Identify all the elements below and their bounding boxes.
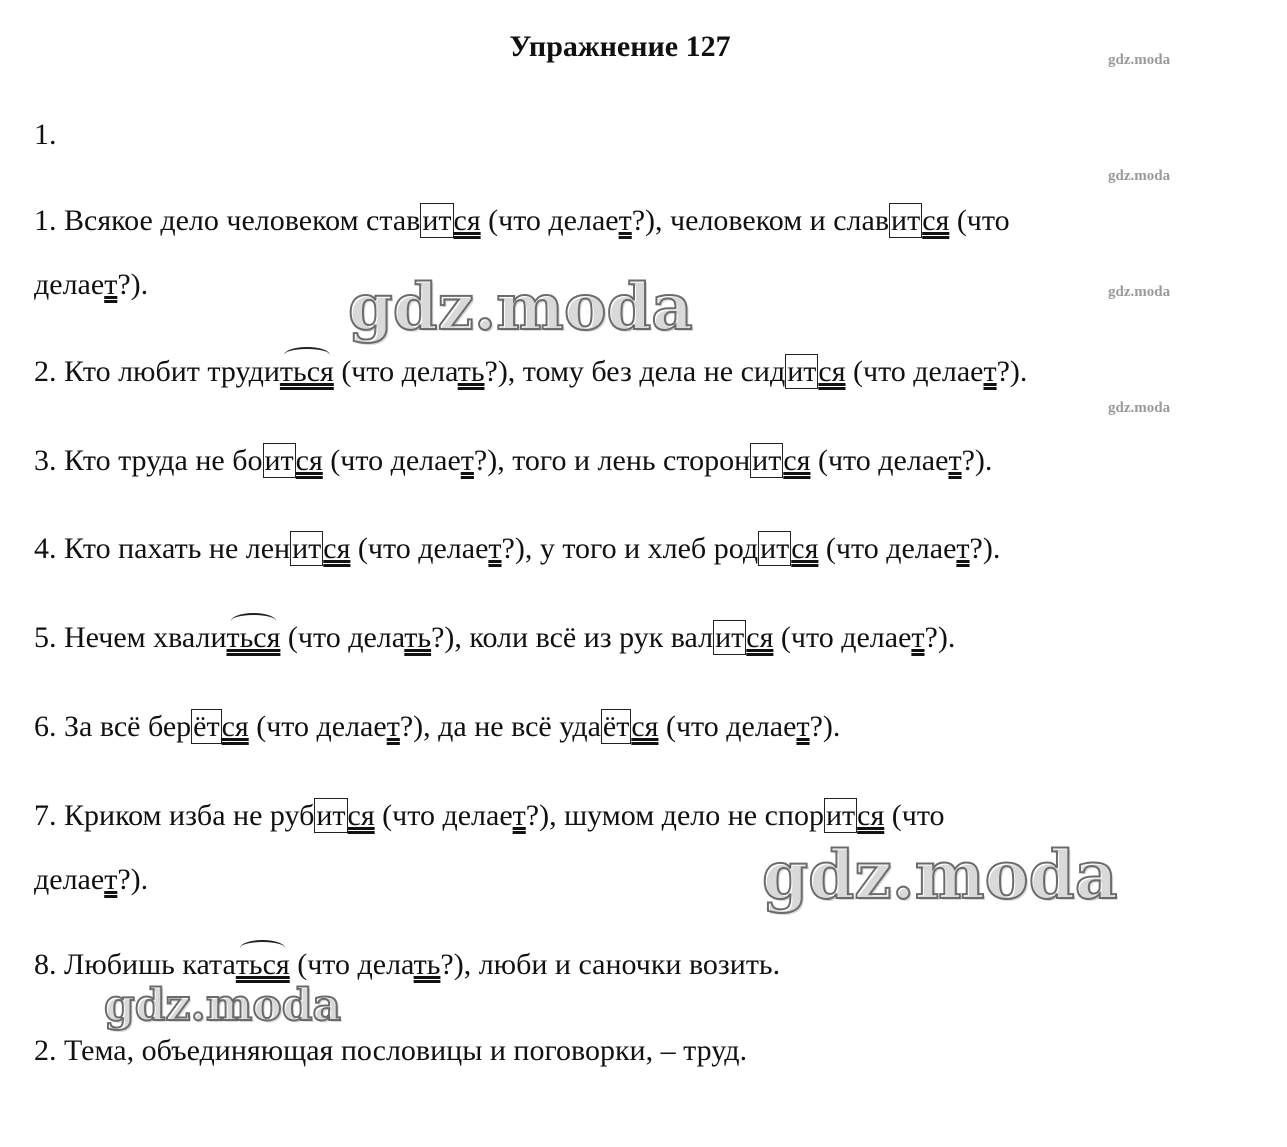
ending-underlined: т xyxy=(983,355,997,388)
text: (что делае xyxy=(374,799,513,832)
text: 6. За всё бер xyxy=(34,710,192,743)
ending-box: ит xyxy=(752,444,782,477)
text: делае xyxy=(34,863,105,896)
text: ?), того и лень сторон xyxy=(473,444,751,477)
ending-underlined: т xyxy=(104,268,118,301)
ending-box: ит xyxy=(891,204,921,237)
text: ?). xyxy=(809,710,841,743)
text: 1. Всякое дело человеком став xyxy=(34,204,421,237)
text: 2. Кто любит труди xyxy=(34,355,280,388)
ending-underlined: т xyxy=(618,204,632,237)
text: (что делае xyxy=(818,532,957,565)
text: ?). xyxy=(924,621,956,654)
ending-underlined: т xyxy=(796,710,810,743)
watermark-small: gdz.moda xyxy=(1108,284,1171,300)
text: ?), человеком и слав xyxy=(631,204,890,237)
text: (что xyxy=(884,799,945,832)
arc-suffix: ться xyxy=(226,621,281,654)
ending-underlined: т xyxy=(386,710,400,743)
ending-underlined: т xyxy=(488,532,502,565)
ending-box: ит xyxy=(760,532,790,565)
suffix-underlined: ся xyxy=(221,710,249,743)
sentence-1 xyxy=(34,202,1010,240)
text: 7. Криком изба не руб xyxy=(34,799,315,832)
text: (что дела xyxy=(289,948,414,981)
suffix-underlined: ся xyxy=(453,204,481,237)
watermark-large: gdz.moda xyxy=(762,836,1118,914)
suffix-underlined: ся xyxy=(347,799,375,832)
text: (что делае xyxy=(248,710,387,743)
watermark-small: gdz.moda xyxy=(1108,400,1171,416)
part1-label: 1. xyxy=(34,118,57,151)
text: 3. Кто труда не бо xyxy=(34,444,263,477)
text: ?), шумом дело не спор xyxy=(525,799,824,832)
text: ?), да не всё уда xyxy=(399,710,601,743)
text: ?), люби и саночки возить. xyxy=(440,948,781,981)
sentence-6 xyxy=(34,708,840,746)
ending-box: ит xyxy=(787,355,817,388)
exercise-title: Упражнение 127 xyxy=(509,30,731,63)
text: ?). xyxy=(961,444,993,477)
watermark-large: gdz.moda xyxy=(104,980,342,1031)
ending-underlined: т xyxy=(911,621,925,654)
watermark-small: gdz.moda xyxy=(1108,52,1171,68)
ending-underlined: т xyxy=(512,799,526,832)
ending-box: ит xyxy=(292,532,322,565)
arc-suffix: ться xyxy=(279,355,334,388)
text: (что делае xyxy=(773,621,912,654)
sentence-8 xyxy=(34,946,780,984)
ending-underlined: т xyxy=(460,444,474,477)
ending-underlined: т xyxy=(948,444,962,477)
ending-box: ит xyxy=(422,204,452,237)
text: делае xyxy=(34,268,105,301)
ending-underlined: ть xyxy=(457,355,485,388)
suffix-underlined: ся xyxy=(818,355,846,388)
text: ?). xyxy=(117,268,149,301)
suffix-underlined: ся xyxy=(323,532,351,565)
ending-box: ит xyxy=(264,444,294,477)
watermark-large: gdz.moda xyxy=(348,270,693,345)
text: (что дела xyxy=(333,355,458,388)
text: ?). xyxy=(996,355,1028,388)
watermark-small: gdz.moda xyxy=(1108,168,1171,184)
suffix-underlined: ся xyxy=(783,444,811,477)
text: (что дела xyxy=(280,621,405,654)
suffix-underlined: ся xyxy=(922,204,950,237)
sentence-4 xyxy=(34,530,1000,568)
text: (что xyxy=(949,204,1010,237)
text: ?), тому без дела не сид xyxy=(484,355,786,388)
suffix-underlined: ся xyxy=(791,532,819,565)
text: 4. Кто пахать не лен xyxy=(34,532,291,565)
sentence-3 xyxy=(34,442,992,480)
text: ?). xyxy=(969,532,1001,565)
ending-underlined: т xyxy=(104,863,118,896)
suffix-underlined: ся xyxy=(857,799,885,832)
sentence-2 xyxy=(34,353,1027,391)
ending-underlined: ть xyxy=(413,948,441,981)
text: 8. Любишь ката xyxy=(34,948,236,981)
part2-answer: 2. Тема, объединяющая пословицы и поговорки, – труд. xyxy=(34,1034,748,1067)
sentence-7-cont xyxy=(34,861,148,899)
text: (что делае xyxy=(322,444,461,477)
sentence-1-cont xyxy=(34,266,148,304)
text: ?). xyxy=(117,863,149,896)
sentence-7 xyxy=(34,797,945,835)
ending-box: ит xyxy=(316,799,346,832)
ending-box: ёт xyxy=(193,710,220,743)
text: 5. Нечем хвали xyxy=(34,621,227,654)
text: (что делае xyxy=(350,532,489,565)
suffix-underlined: ся xyxy=(631,710,659,743)
suffix-underlined: ся xyxy=(295,444,323,477)
ending-underlined: ть xyxy=(404,621,432,654)
ending-box: ёт xyxy=(602,710,630,743)
ending-box: ит xyxy=(825,799,856,832)
text: ?), коли всё из рук вал xyxy=(431,621,714,654)
ending-underlined: т xyxy=(956,532,970,565)
text: (что делае xyxy=(658,710,797,743)
sentence-5 xyxy=(34,619,955,657)
arc-suffix: ться xyxy=(235,948,290,981)
ending-box: ит xyxy=(715,621,745,654)
text: ?), у того и хлеб род xyxy=(501,532,759,565)
text: (что делае xyxy=(810,444,949,477)
text: (что делае xyxy=(845,355,984,388)
suffix-underlined: ся xyxy=(746,621,774,654)
text: (что делае xyxy=(480,204,619,237)
